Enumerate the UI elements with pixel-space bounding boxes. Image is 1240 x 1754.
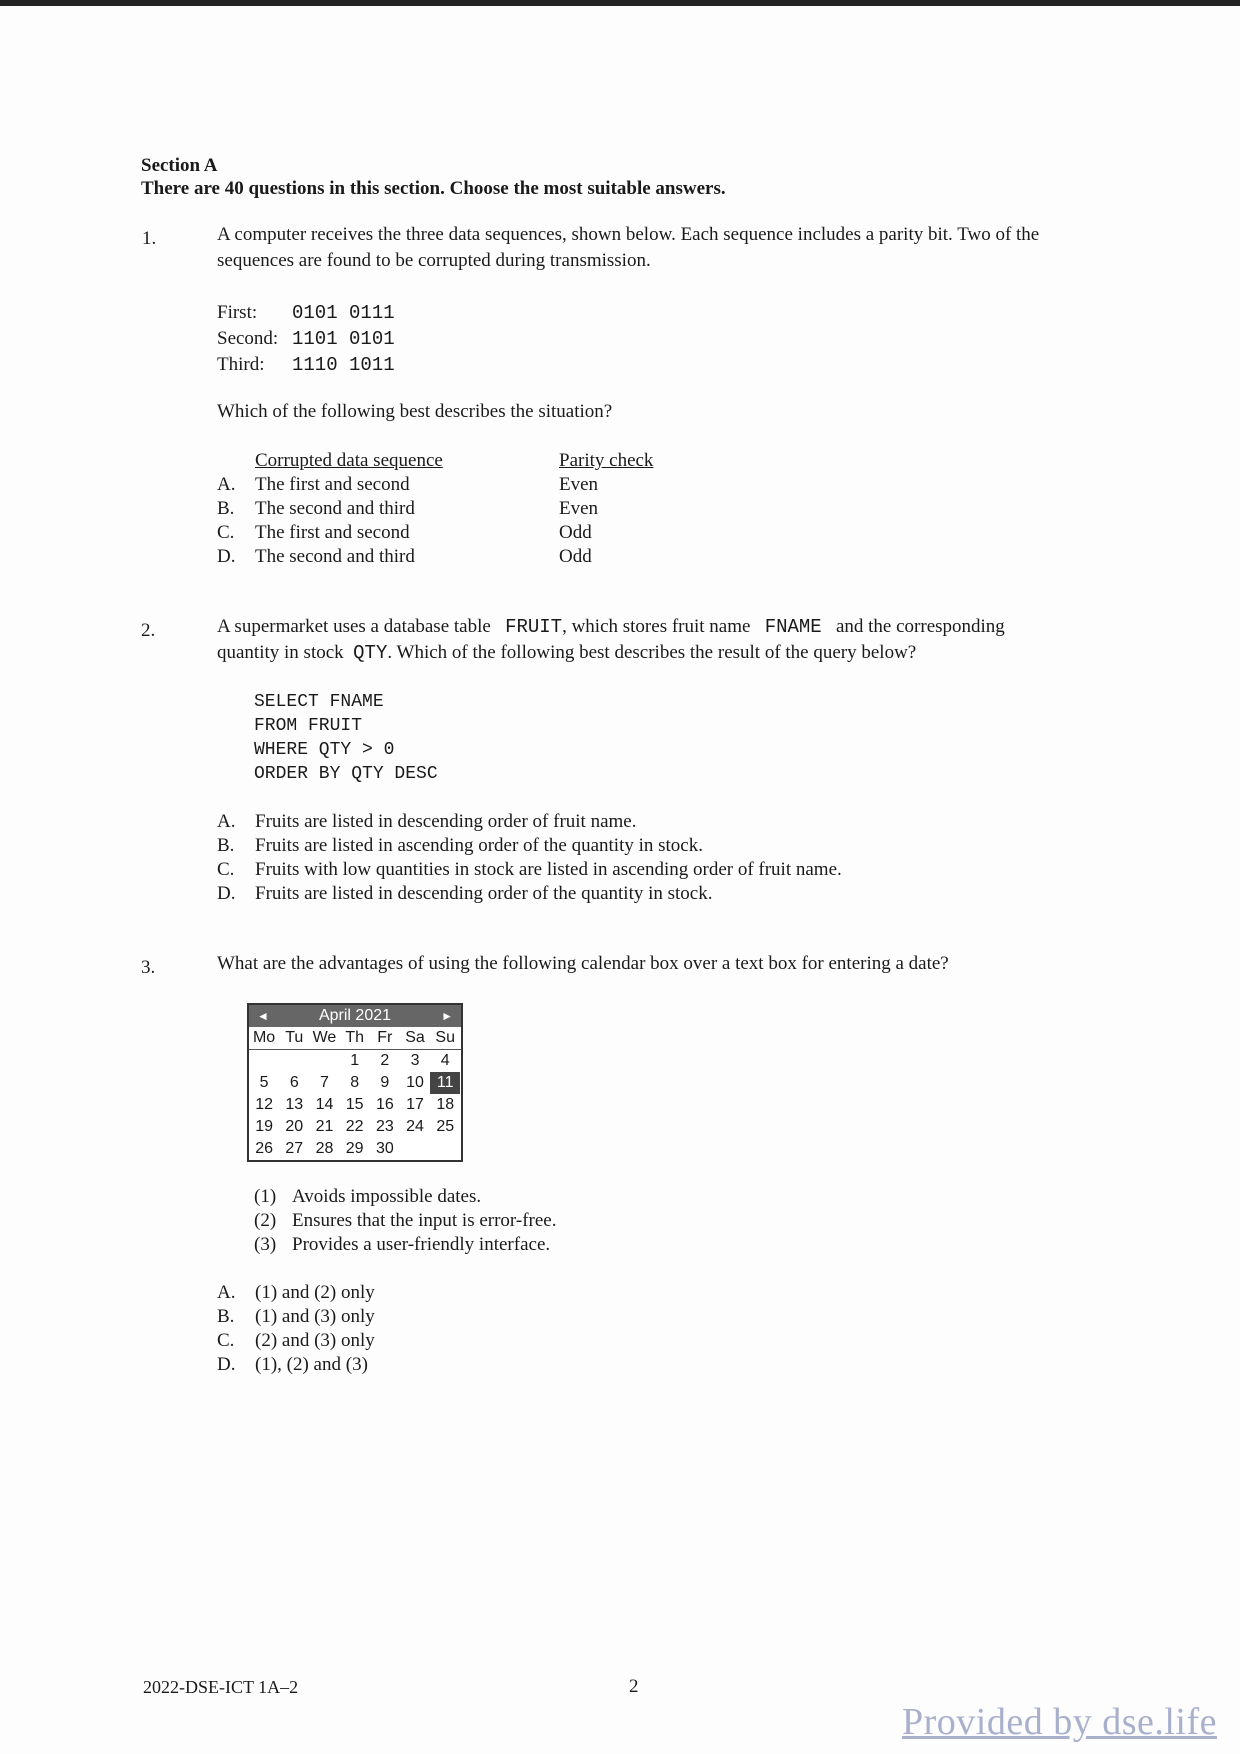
calendar-week-row (249, 1116, 461, 1138)
calendar-day[interactable]: 14 (315, 1096, 334, 1113)
calendar-day[interactable]: 2 (380, 1052, 390, 1069)
option-a[interactable] (217, 473, 653, 497)
calendar-week-row (249, 1072, 461, 1094)
calendar-grid (249, 1050, 461, 1160)
q1-number: 1. (142, 228, 157, 249)
q2-text: , which stores fruit name (562, 616, 751, 637)
option-sequence: The first and second (255, 522, 410, 543)
calendar-weekdays (249, 1027, 461, 1050)
sql-line: WHERE QTY > 0 (254, 740, 395, 760)
calendar-day[interactable]: 18 (436, 1096, 455, 1113)
calendar-day[interactable]: 12 (255, 1096, 273, 1113)
option-parity: Odd (559, 522, 592, 543)
option-text: (1) and (3) only (255, 1306, 375, 1327)
calendar-day[interactable]: 17 (406, 1096, 424, 1113)
calendar-header (249, 1005, 461, 1027)
calendar-day[interactable]: 26 (255, 1140, 273, 1157)
footer-paper-code: 2022-DSE-ICT 1A–2 (143, 1677, 299, 1697)
option-letter: D. (217, 883, 236, 904)
calendar-empty-cell (309, 1050, 339, 1072)
q2-text: quantity in stock (217, 642, 344, 663)
calendar-day[interactable]: 23 (375, 1118, 394, 1135)
q2-number: 2. (141, 620, 156, 641)
q3-options (217, 1281, 375, 1377)
option-text: Fruits are listed in descending order of the quantity in stock. (255, 883, 713, 904)
option-text: Fruits with low quantities in stock are listed in ascending order of fruit name. (255, 859, 842, 880)
option-d[interactable] (217, 882, 842, 906)
code-qty: QTY (353, 642, 388, 664)
statement (254, 1233, 556, 1257)
statement (254, 1209, 556, 1233)
calendar-day[interactable]: 4 (440, 1052, 450, 1069)
next-month-icon[interactable]: ► (441, 1009, 453, 1023)
calendar-day[interactable]: 16 (375, 1096, 394, 1113)
sequence-value: 1110 1011 (292, 354, 395, 376)
calendar-day[interactable]: 10 (406, 1074, 424, 1091)
option-letter: D. (217, 1354, 236, 1375)
option-b[interactable] (217, 497, 653, 521)
sequence-row-second (217, 326, 395, 352)
option-parity: Odd (559, 546, 592, 567)
sql-query (254, 690, 438, 786)
calendar-day[interactable]: 1 (350, 1052, 360, 1069)
option-sequence: The first and second (255, 474, 410, 495)
statement-text: Provides a user-friendly interface. (292, 1234, 551, 1255)
calendar-empty-cell (279, 1050, 309, 1072)
q2-text: and the corresponding (835, 616, 1005, 637)
statement-number: (2) (254, 1210, 277, 1231)
weekday-label: Sa (405, 1029, 425, 1046)
calendar-day[interactable]: 11 (430, 1072, 460, 1094)
weekday-label: Th (345, 1029, 364, 1046)
sequence-value: 1101 0101 (292, 328, 395, 350)
option-letter: B. (217, 835, 235, 856)
section-title: Section A (141, 155, 218, 176)
q2-options (217, 810, 842, 906)
col-header-parity: Parity check (559, 450, 654, 471)
option-parity: Even (559, 498, 599, 519)
calendar-day[interactable]: 8 (350, 1074, 360, 1091)
sequence-label: Third: (217, 354, 265, 375)
sql-line: ORDER BY QTY DESC (254, 764, 438, 784)
calendar-day[interactable]: 7 (320, 1074, 329, 1091)
q3-text: What are the advantages of using the following calendar box over a text box for entering a date? (217, 953, 949, 974)
q1-table-header (217, 449, 653, 473)
weekday-label: Su (435, 1029, 455, 1046)
option-b[interactable] (217, 1305, 375, 1329)
weekday-label: Mo (252, 1029, 276, 1046)
option-text: (1) and (2) only (255, 1282, 375, 1303)
option-parity: Even (559, 474, 599, 495)
option-text: (1), (2) and (3) (255, 1354, 368, 1375)
q2-text: . Which of the following best describes the result of the query below? (387, 642, 917, 663)
calendar-day[interactable]: 21 (315, 1118, 334, 1135)
calendar-week-row (249, 1094, 461, 1116)
sql-line: SELECT FNAME (254, 692, 384, 712)
option-sequence: The second and third (255, 498, 415, 519)
option-letter: B. (217, 1306, 235, 1327)
option-text: (2) and (3) only (255, 1330, 375, 1351)
section-instructions: There are 40 questions in this section. Choose the most suitable answers. (141, 178, 726, 199)
calendar-day[interactable]: 5 (259, 1074, 269, 1091)
calendar-day[interactable]: 6 (289, 1074, 299, 1091)
calendar-day[interactable]: 3 (410, 1052, 420, 1069)
option-sequence: The second and third (255, 546, 415, 567)
option-a[interactable] (217, 810, 842, 834)
calendar-month: April 2021 (318, 1007, 392, 1024)
calendar-day[interactable]: 28 (315, 1140, 334, 1157)
calendar-day[interactable]: 19 (255, 1118, 273, 1135)
option-c[interactable] (217, 521, 653, 545)
calendar-day[interactable]: 20 (285, 1118, 304, 1135)
col-header-corrupted: Corrupted data sequence (255, 450, 443, 471)
option-letter: A. (217, 474, 236, 495)
calendar-day[interactable]: 13 (285, 1096, 304, 1113)
sequence-label: First: (217, 302, 258, 323)
option-letter: A. (217, 811, 236, 832)
q2-text-line2 (217, 642, 916, 664)
option-c[interactable] (217, 1329, 375, 1353)
calendar-week-row (249, 1050, 461, 1072)
option-d[interactable] (217, 545, 653, 569)
statement (254, 1185, 556, 1209)
option-b[interactable] (217, 834, 842, 858)
calendar-week-row (249, 1138, 461, 1160)
calendar-day[interactable]: 22 (345, 1118, 364, 1135)
calendar-day[interactable]: 25 (436, 1118, 455, 1135)
calendar-empty-cell (249, 1050, 279, 1072)
calendar-empty-cell (400, 1138, 430, 1160)
option-a[interactable] (217, 1281, 375, 1305)
sql-line: FROM FRUIT (254, 716, 363, 736)
sequence-label: Second: (217, 328, 279, 349)
watermark-link[interactable]: Provided by dse.life (902, 1701, 1218, 1743)
calendar-day[interactable]: 30 (375, 1140, 394, 1157)
sequence-value: 0101 0111 (292, 302, 395, 324)
q1-question: Which of the following best describes the situation? (217, 401, 613, 422)
sequence-row-third (217, 352, 395, 378)
prev-month-icon[interactable]: ◄ (257, 1009, 269, 1023)
sequence-row-first (217, 300, 395, 326)
calendar-day[interactable]: 29 (345, 1140, 364, 1157)
calendar-day[interactable]: 9 (380, 1074, 390, 1091)
statement-text: Avoids impossible dates. (292, 1186, 482, 1207)
code-fruit: FRUIT (505, 616, 563, 638)
weekday-label: Tu (285, 1029, 304, 1046)
q1-text-line1: A computer receives the three data sequences, shown below. Each sequence includes a parity bit. Two of the (217, 224, 1040, 245)
option-letter: C. (217, 859, 235, 880)
calendar-day[interactable]: 24 (406, 1118, 424, 1135)
q1-sequences (217, 300, 395, 378)
option-letter: C. (217, 522, 235, 543)
option-letter: A. (217, 1282, 236, 1303)
q1-text-line2: sequences are found to be corrupted during transmission. (217, 250, 651, 271)
weekday-label: We (312, 1029, 337, 1046)
calendar-box[interactable] (247, 1003, 463, 1162)
scan-top-edge (0, 0, 1240, 6)
code-fname: FNAME (764, 616, 822, 638)
q2-text-line1 (217, 616, 1005, 638)
calendar-day[interactable]: 15 (345, 1096, 364, 1113)
q3-number: 3. (141, 957, 156, 978)
option-letter: D. (217, 546, 236, 567)
weekday-label: Fr (377, 1029, 393, 1046)
calendar-day[interactable]: 27 (285, 1140, 304, 1157)
statement-text: Ensures that the input is error-free. (292, 1210, 557, 1231)
option-letter: B. (217, 498, 235, 519)
option-text: Fruits are listed in descending order of fruit name. (255, 811, 637, 832)
q1-options-table (217, 449, 653, 569)
statement-number: (1) (254, 1186, 277, 1207)
page-number: 2 (629, 1676, 639, 1697)
q3-statements (254, 1185, 556, 1257)
option-letter: C. (217, 1330, 235, 1351)
option-c[interactable] (217, 858, 842, 882)
option-d[interactable] (217, 1353, 375, 1377)
option-text: Fruits are listed in ascending order of the quantity in stock. (255, 835, 703, 856)
calendar-empty-cell (430, 1138, 460, 1160)
q2-text: A supermarket uses a database table (217, 616, 491, 637)
statement-number: (3) (254, 1234, 277, 1255)
